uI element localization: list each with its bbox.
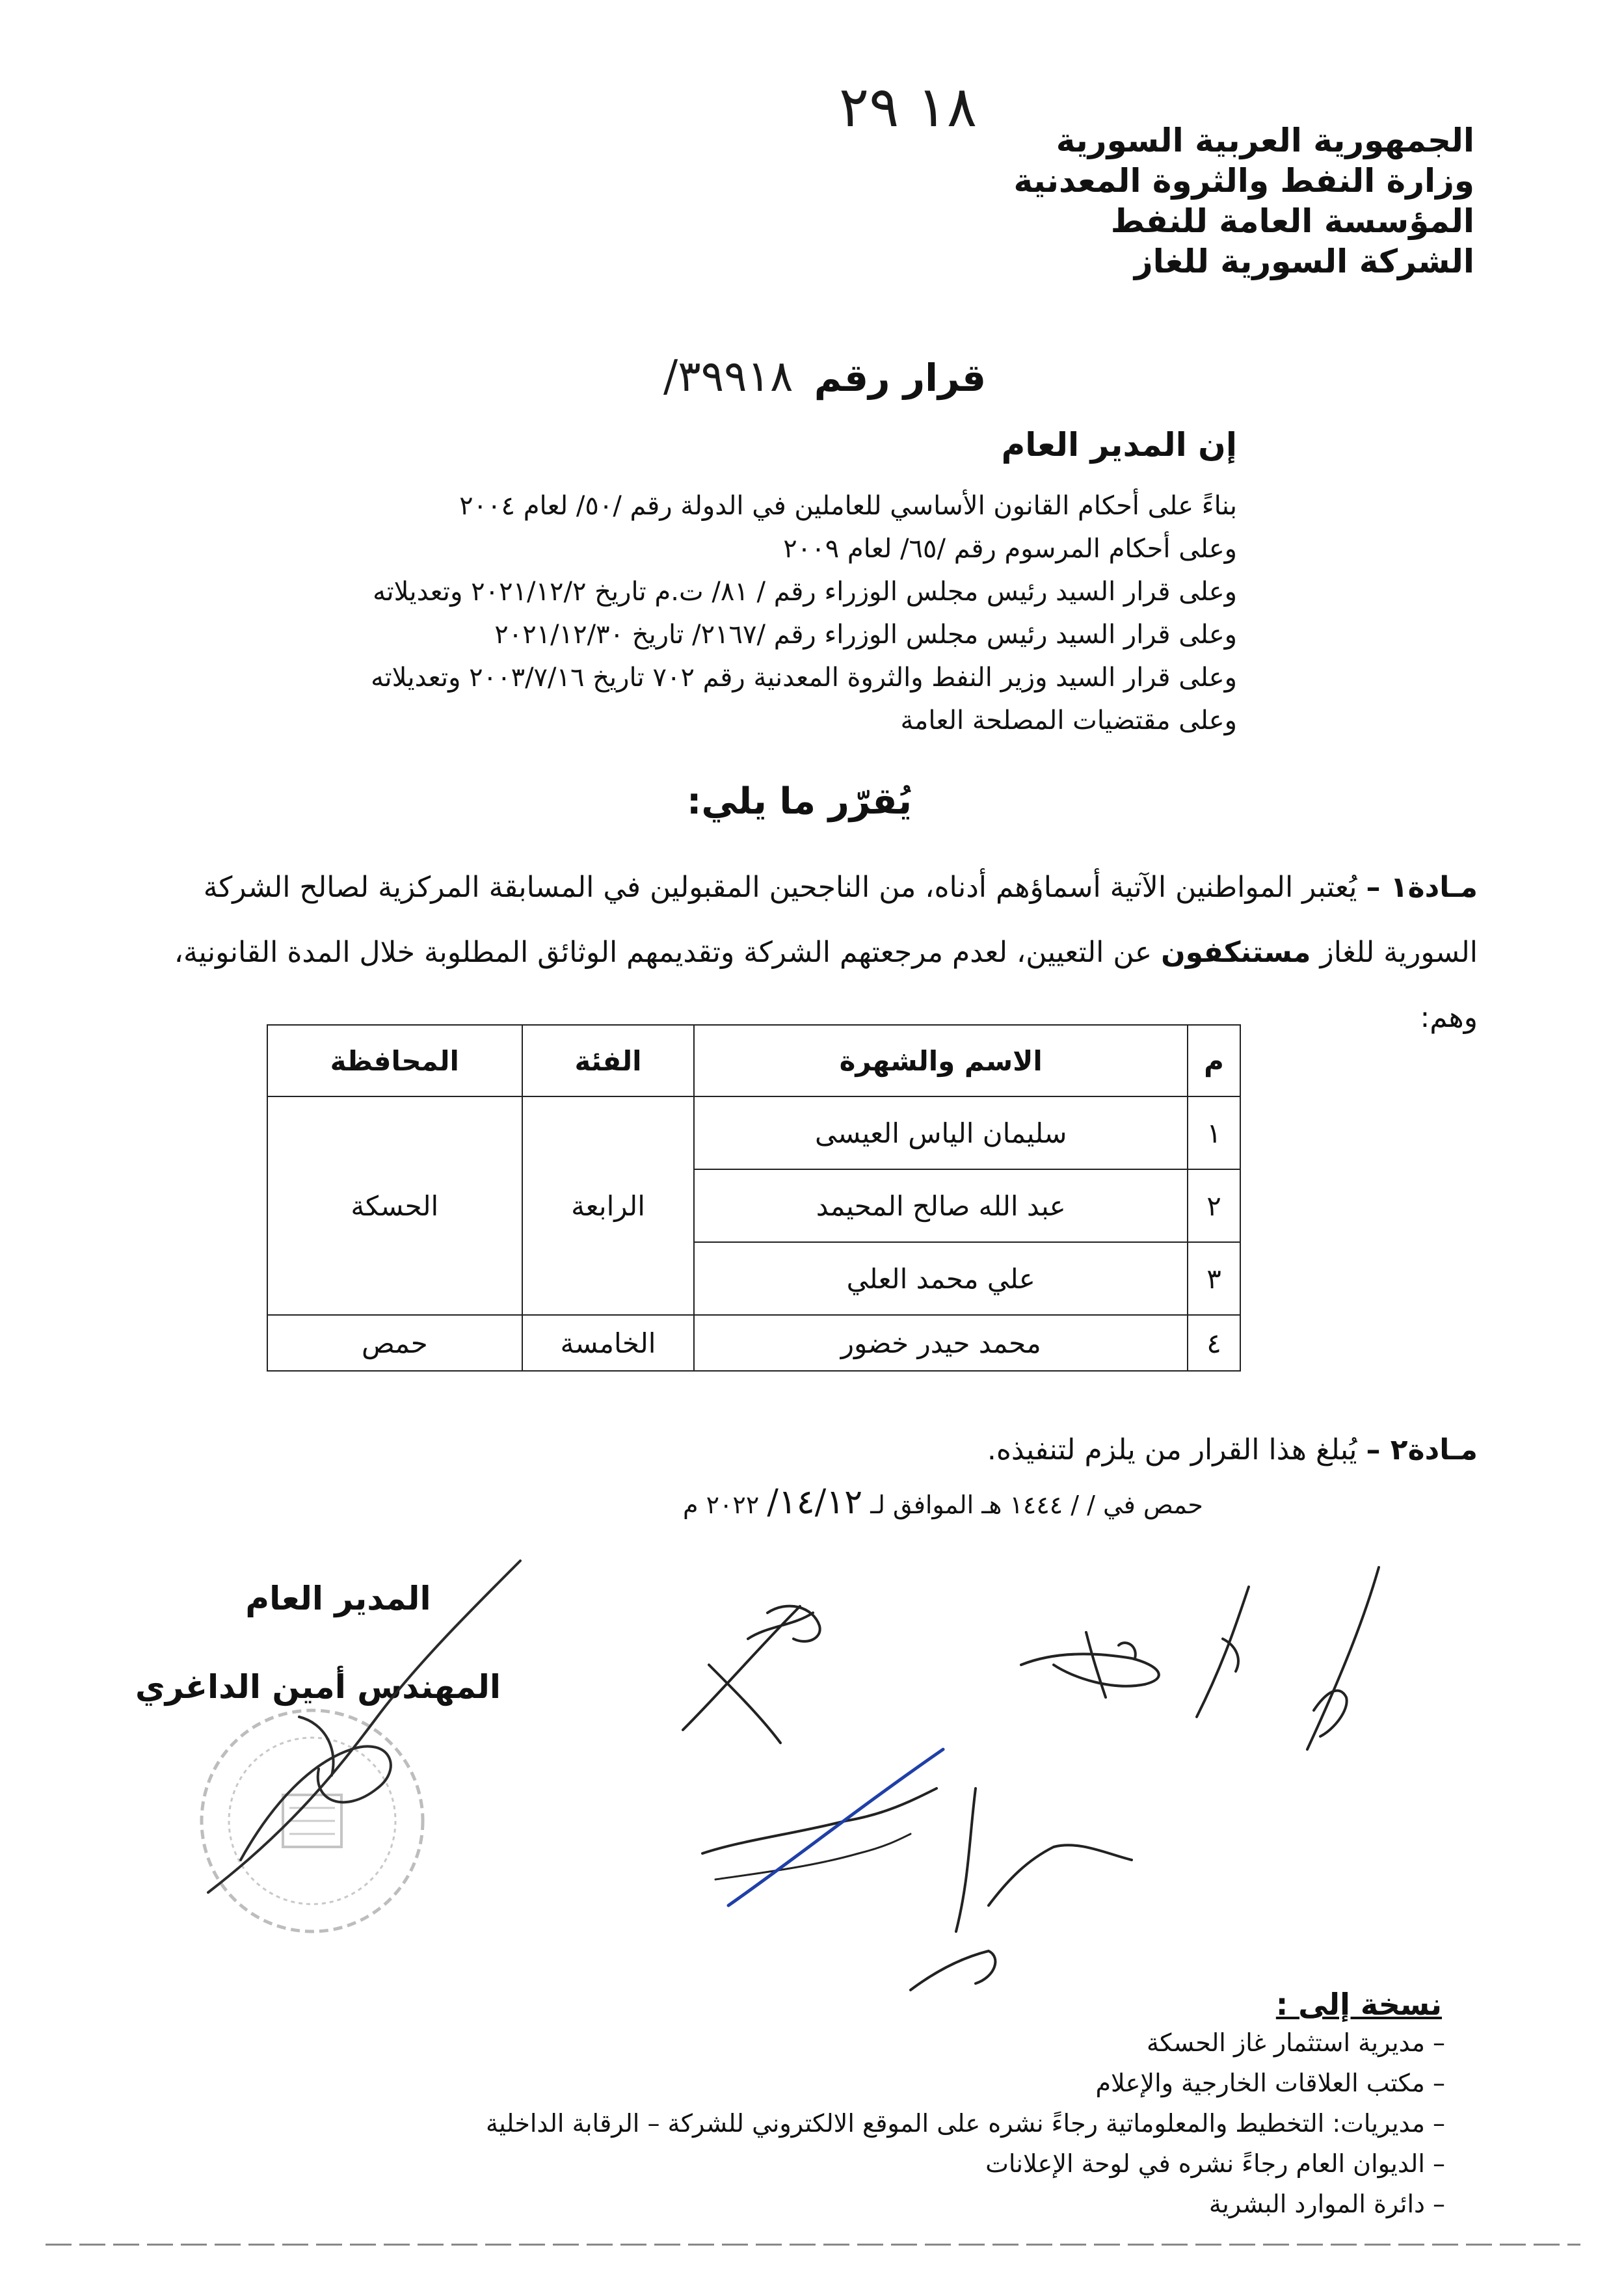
letterhead-line-ministry: وزارة النفط والثروة المعدنية	[1013, 162, 1474, 200]
letterhead	[1013, 120, 1474, 282]
preamble-line: وعلى مقتضيات المصلحة العامة	[900, 706, 1237, 736]
header-num: م	[1188, 1025, 1240, 1096]
handwritten-annotation	[663, 1710, 1158, 2049]
preamble-line: وعلى أحكام المرسوم رقم /٦٥/ لعام ٢٠٠٩	[783, 534, 1237, 564]
article-2-label: مـادة٢ –	[1366, 1433, 1478, 1466]
article-1	[125, 855, 1478, 1050]
article-2	[125, 1418, 1478, 1483]
row-name: علي محمد العلي	[694, 1242, 1188, 1315]
row-name: محمد حيدر خضور	[694, 1315, 1188, 1371]
header-governorate: المحافظة	[267, 1025, 522, 1096]
director-signature	[182, 1554, 533, 1918]
copies-list-item: – دائرة الموارد البشرية	[1208, 2190, 1445, 2218]
letterhead-line-republic: الجمهورية العربية السورية	[1056, 122, 1474, 159]
group-governorate: الحسكة	[267, 1096, 522, 1315]
row-num: ٣	[1188, 1242, 1240, 1315]
table-row	[267, 1096, 1240, 1169]
initials-signature-2	[1015, 1606, 1184, 1710]
signatory-name: المهندس أمين الداغري	[135, 1668, 501, 1706]
director-heading: إن المدير العام	[1001, 426, 1237, 464]
row-num: ٢	[1188, 1169, 1240, 1242]
preamble-line: وعلى قرار السيد وزير النفط والثروة المعدنية رقم ٧٠٢ تاريخ ٢٠٠٣/٧/١٦ وتعديلاته	[371, 663, 1237, 693]
article-1-text-b: عن التعيين، لعدم مرجعتهم الشركة وتقديمهم الوثائق المطلوبة خلال المدة القانونية، وهم:	[174, 936, 1478, 1034]
group-category: الرابعة	[522, 1096, 695, 1315]
decision-title	[663, 351, 986, 401]
copies-list-item: – مديريات: التخطيط والمعلوماتية رجاءً نشره على الموقع الالكتروني للشركة – الرقابة الداخلية	[485, 2109, 1445, 2138]
names-table	[267, 1024, 1241, 1372]
article-1-label: مـادة١ –	[1366, 871, 1478, 904]
copies-heading: نسخة إلى :	[1275, 1987, 1442, 2022]
date-handwritten: ١٤/١٢/	[767, 1483, 863, 1522]
handwritten-top-note: ١٨ ٢٩	[839, 75, 978, 140]
table-row	[267, 1315, 1240, 1371]
row-name: سليمان الياس العيسى	[694, 1096, 1188, 1169]
date-year: ٢٠٢٢ م	[683, 1491, 760, 1519]
copies-list-item: – الديوان العام رجاءً نشره في لوحة الإعلانات	[985, 2149, 1445, 2178]
initials-signature-4	[1288, 1561, 1392, 1756]
letterhead-line-company: الشركة السورية للغاز	[1134, 243, 1474, 280]
article-1-text-a: يُعتبر المواطنين الآتية أسماؤهم أدناه، من الناجحين المقبولين في المسابقة المركزية لصالح الشركة السورية للغاز	[203, 871, 1478, 969]
article-2-text: يُبلغ هذا القرار من يلزم لتنفيذه.	[987, 1433, 1366, 1466]
header-category: الفئة	[522, 1025, 695, 1096]
preamble-line: وعلى قرار السيد رئيس مجلس الوزراء رقم /٢١٦٧/ تاريخ ٢٠٢١/١٢/٣٠	[494, 620, 1237, 650]
article-1-emphasis: مستنكفون	[1161, 936, 1311, 969]
date-line	[683, 1483, 1203, 1522]
row-name: عبد الله صالح المحيمد	[694, 1169, 1188, 1242]
row-num: ١	[1188, 1096, 1240, 1169]
preamble	[261, 484, 1237, 742]
table-header-row	[267, 1025, 1240, 1096]
decision-number: ٣٩٩١٨/	[663, 351, 793, 401]
copies-list	[339, 2023, 1445, 2224]
decides-heading: يُقرّر ما يلي:	[686, 780, 912, 823]
group-governorate: حمص	[267, 1315, 522, 1371]
date-printed: حمص في / / ١٤٤٤ هـ الموافق لـ	[870, 1491, 1203, 1519]
preamble-line: وعلى قرار السيد رئيس مجلس الوزراء رقم / ٨١/ ت.م تاريخ ٢٠٢١/١٢/٢ وتعديلاته	[373, 577, 1237, 607]
signatory-title: المدير العام	[245, 1580, 431, 1617]
copies-list-item: – مديرية استثمار غاز الحسكة	[1146, 2028, 1445, 2057]
header-name: الاسم والشهرة	[694, 1025, 1188, 1096]
decision-label: قرار رقم	[814, 356, 987, 400]
row-num: ٤	[1188, 1315, 1240, 1371]
scan-edge-line	[46, 2244, 1580, 2246]
copies-list-item: – مكتب العلاقات الخارجية والإعلام	[1095, 2069, 1445, 2097]
preamble-line: بناءً على أحكام القانون الأساسي للعاملين في الدولة رقم /٥٠/ لعام ٢٠٠٤	[459, 491, 1237, 521]
group-category: الخامسة	[522, 1315, 695, 1371]
initials-signature-3	[1184, 1580, 1262, 1723]
letterhead-line-institution: المؤسسة العامة للنفط	[1110, 202, 1474, 240]
